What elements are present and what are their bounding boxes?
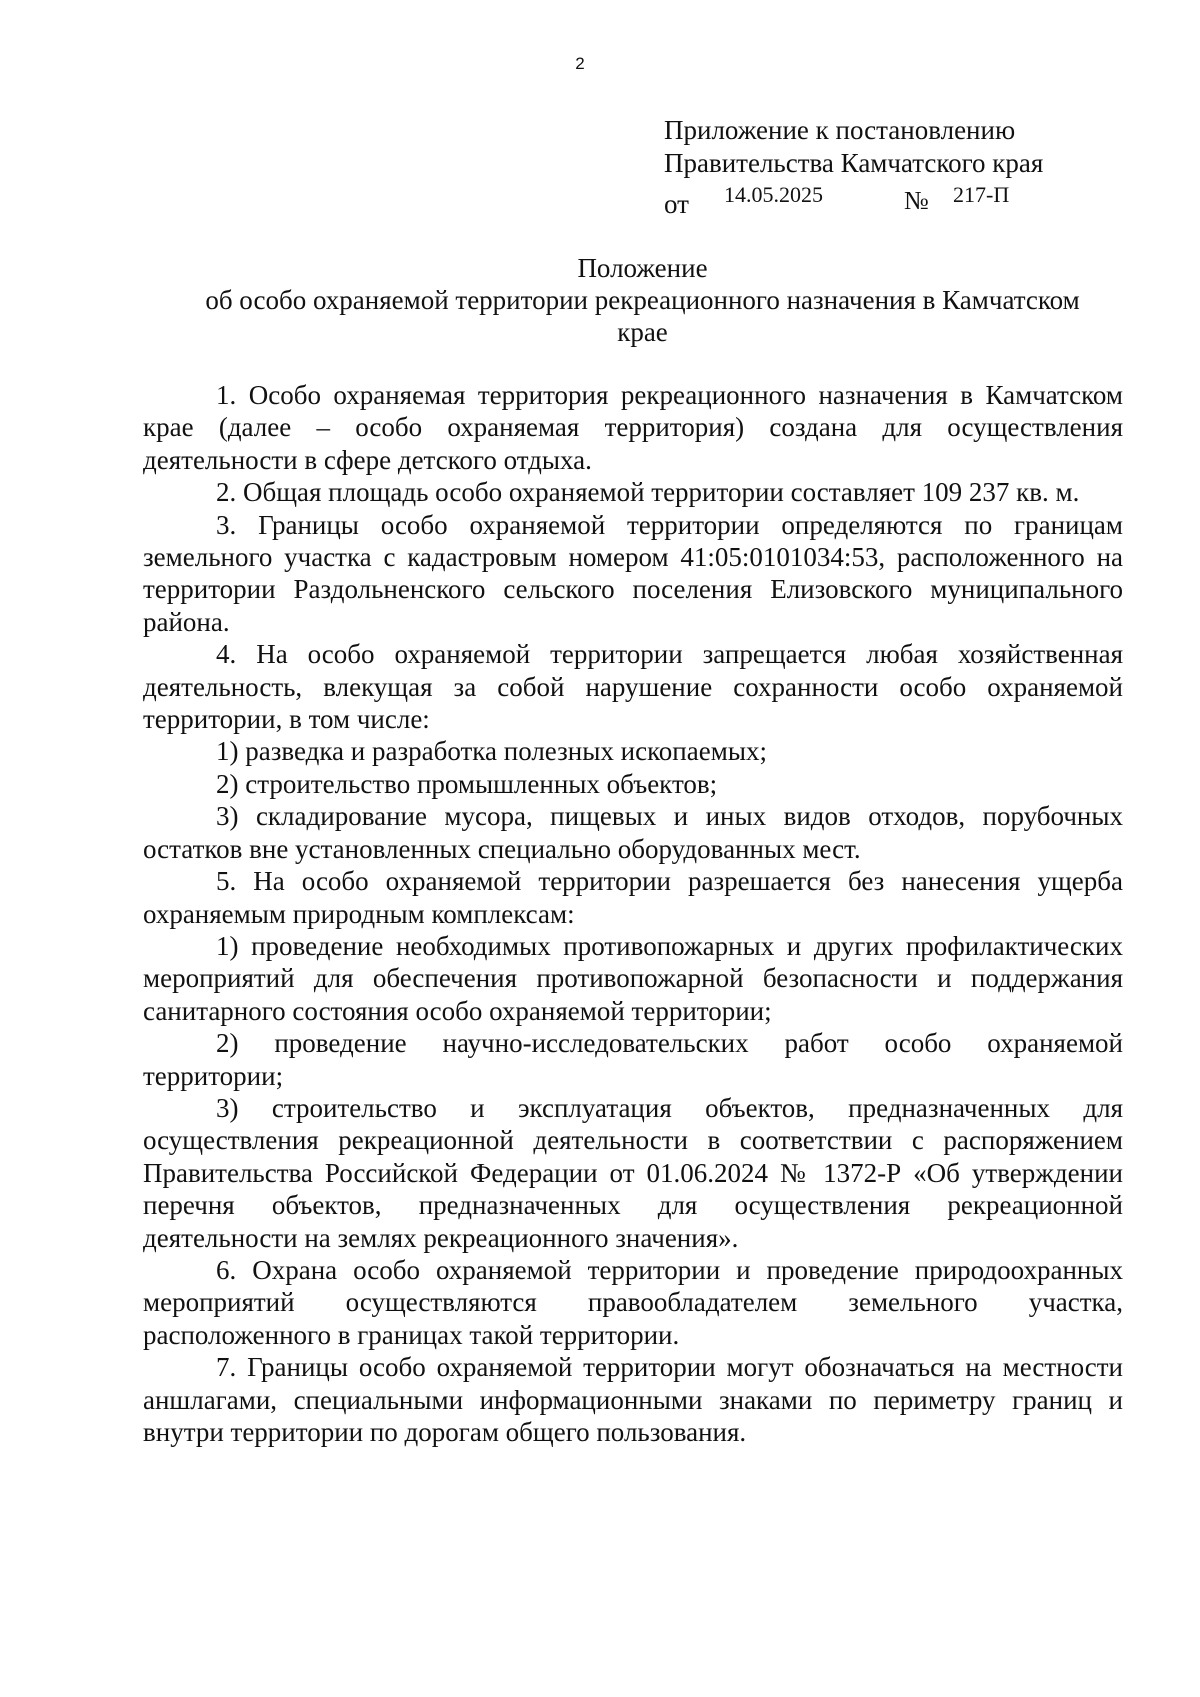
paragraph-2: 2. Общая площадь особо охраняемой территории составляет 109 237 кв. м. bbox=[216, 477, 1080, 508]
paragraph-3: 3. Границы особо охраняемой территории определяются по границам земельного участка с кадастровым номером 41:05:0101034:53, расположенного на территории Раздольненского сельского поселения Елизовского муниципального района. bbox=[143, 509, 1123, 637]
paragraph-4: 4. На особо охраняемой территории запрещается любая хозяйственная деятельность, влекущая за собой нарушение сохранности особо охраняемой территории, в том числе: bbox=[143, 639, 1123, 735]
paragraph-4-item-2: 2) строительство промышленных объектов; bbox=[216, 768, 718, 799]
page-number: 2 bbox=[575, 54, 585, 73]
appendix-header bbox=[664, 114, 1084, 219]
paragraph-1: 1. Особо охраняемая территория рекреационного назначения в Камчатском крае (далее – особо охраняемая территория) создана для осуществления деятельности в сфере детского отдыха. bbox=[143, 380, 1123, 475]
paragraph-5-item-1: 1) проведение необходимых противопожарных и других профилактических мероприятий для обеспечения противопожарной безопасности и поддержания санитарного состояния особо охраняемой территории; bbox=[143, 930, 1123, 1026]
appendix-date: 14.05.2025 bbox=[724, 182, 823, 207]
appendix-number-sign: № bbox=[904, 186, 929, 215]
appendix-number: 217-П bbox=[953, 182, 1010, 207]
paragraph-5-item-3: 3) строительство и эксплуатация объектов, предназначенных для осуществления рекреационной деятельности в соответствии с распоряжением Правительства Российской Федерации от 01.06.2024 № 1372-Р «Об утверждении перечня объектов, предназначенных для осуществления рекреационной деятельности на землях рекреационного значения». bbox=[143, 1092, 1123, 1253]
document-body bbox=[143, 379, 1123, 1448]
paragraph-6: 6. Охрана особо охраняемой территории и проведение природоохранных мероприятий осуществляются правообладателем земельного участка, расположенного в границах такой территории. bbox=[143, 1254, 1123, 1350]
appendix-reference bbox=[664, 180, 1084, 219]
appendix-line-1: Приложение к постановлению bbox=[664, 115, 1016, 145]
document-title bbox=[150, 252, 1135, 348]
paragraph-5-item-2: 2) проведение научно-исследовательских работ особо охраняемой территории; bbox=[143, 1028, 1123, 1091]
paragraph-4-item-3: 3) складирование мусора, пищевых и иных видов отходов, порубочных остатков вне установленных специально оборудованных мест. bbox=[143, 801, 1123, 864]
paragraph-7: 7. Границы особо охраняемой территории могут обозначаться на местности аншлагами, специальными информационными знаками по периметру границ и внутри территории по дорогам общего пользования. bbox=[143, 1352, 1123, 1447]
appendix-line-2: Правительства Камчатского края bbox=[664, 148, 1044, 178]
paragraph-4-item-1: 1) разведка и разработка полезных ископаемых; bbox=[216, 736, 767, 767]
title-subtitle: об особо охраняемой территории рекреационного назначения в Камчатском крае bbox=[205, 285, 1080, 347]
appendix-from-label: от bbox=[664, 189, 689, 219]
title-main: Положение bbox=[577, 253, 708, 283]
paragraph-5: 5. На особо охраняемой территории разрешается без нанесения ущерба охраняемым природным комплексам: bbox=[143, 866, 1123, 929]
